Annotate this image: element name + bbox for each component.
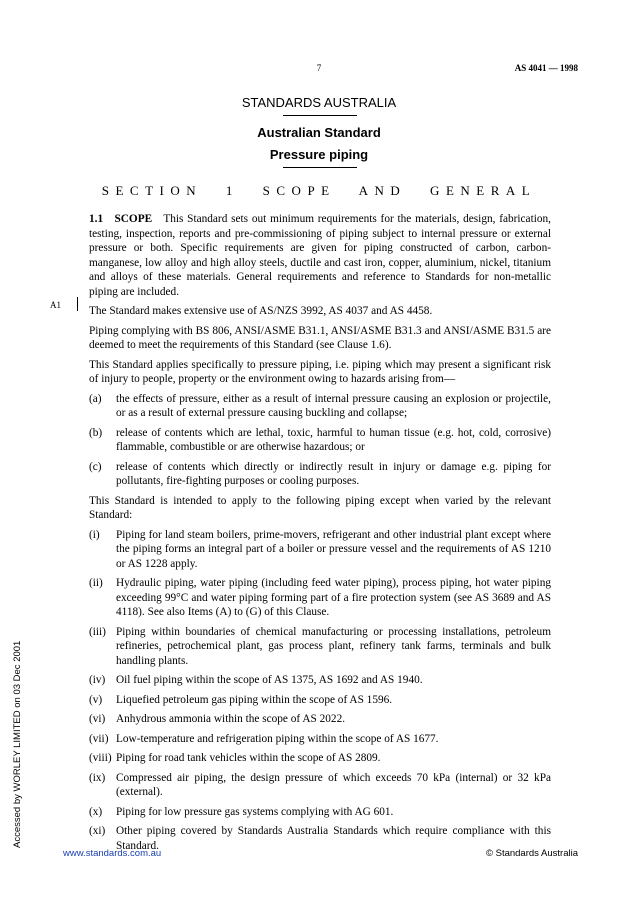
section-heading: SECTION 1 SCOPE AND GENERAL (101, 183, 537, 198)
standard-type: Australian Standard (257, 125, 381, 140)
list-item (89, 751, 551, 766)
list-text: the effects of pressure, either as a result of internal pressure causing an explosion or projectile, or as a result of external pressure causing buckling and collapse; (116, 392, 551, 419)
list-item (89, 460, 551, 489)
list-text: Anhydrous ammonia within the scope of AS 2022. (116, 713, 346, 725)
paragraph: The Standard makes extensive use of AS/NZS 3992, AS 4037 and AS 4458. (89, 305, 433, 317)
list-marker: (vii) (89, 732, 109, 745)
list-marker: (vi) (89, 713, 106, 725)
list-marker: (ix) (89, 771, 106, 784)
list-marker: (viii) (89, 752, 112, 764)
list-text: release of contents which are lethal, toxic, harmful to human tissue (e.g. hot, cold, corrosive) flammable, combustible or are otherwise hazardous; or (116, 426, 551, 453)
clause-text: This Standard sets out minimum requirements for the materials, design, fabrication, testing, inspection, reports and pre-commissioning of piping subject to internal pressure or external pressure or both. Specific requirements are given for piping constructed of carbon, carbon-manganese, low alloy and high alloy steels, ductile and cast iron, copper, aluminium, nickel, titanium and alloys of these materials. General requirements and reference to Standards for non-metallic piping are included. (89, 213, 551, 298)
list-item (89, 576, 551, 620)
piping-list (89, 528, 551, 854)
clause-number: 1.1 (89, 213, 104, 225)
list-text: Piping for road tank vehicles within the scope of AS 2809. (116, 752, 381, 764)
list-text: Other piping covered by Standards Australia Standards which require compliance with this Standard. (116, 825, 551, 852)
title-rule-bottom (283, 167, 357, 168)
standard-code: AS 4041 — 1998 (514, 63, 578, 73)
paragraph: Piping complying with BS 806, ANSI/ASME B31.1, ANSI/ASME B31.3 and ANSI/ASME B31.5 are deemed to meet the requirements of this Standard (see Clause 1.6). (89, 324, 551, 351)
clause-title: SCOPE (114, 213, 153, 225)
list-marker: (c) (89, 460, 102, 473)
list-item (89, 693, 551, 708)
list-marker: (ii) (89, 577, 103, 589)
list-marker: (xi) (89, 825, 106, 837)
list-marker: (x) (89, 805, 103, 818)
list-text: Piping within boundaries of chemical manufacturing or processing installations, petroleum refineries, petrochemical plant, gas process plant, refinery tank farms, terminals and bulk handling plants. (116, 625, 551, 667)
list-text: Piping for land steam boilers, prime-movers, refrigerant and other industrial plant except where the piping forms an integral part of a boiler or pressure vessel and the requirements of AS 1210 or AS 1228 apply. (116, 528, 551, 570)
list-text: Liquefied petroleum gas piping within the scope of AS 1596. (116, 693, 393, 706)
list-item (89, 712, 551, 727)
list-marker: (iv) (89, 674, 106, 686)
organization-name: STANDARDS AUSTRALIA (241, 95, 397, 110)
list-text: Compressed air piping, the design pressure of which exceeds 70 kPa (internal) or 32 kPa (external). (116, 771, 551, 798)
list-marker: (a) (89, 392, 102, 405)
paragraph: This Standard applies specifically to pressure piping, i.e. piping which may present a significant risk of injury to people, property or the environment owing to hazards arising from— (89, 358, 551, 385)
amendment-marker: A1 (50, 300, 61, 310)
list-text: Oil fuel piping within the scope of AS 1375, AS 1692 and AS 1940. (116, 674, 423, 686)
paragraph: This Standard is intended to apply to the following piping except when varied by the relevant Standard: (89, 494, 551, 521)
list-marker: (b) (89, 426, 103, 439)
hazard-list (89, 392, 551, 489)
list-item (89, 625, 551, 669)
list-item (89, 771, 551, 800)
list-marker: (v) (89, 693, 103, 706)
list-item (89, 673, 551, 688)
list-marker: (iii) (89, 625, 106, 638)
list-text: Low-temperature and refrigeration piping within the scope of AS 1677. (116, 732, 439, 745)
list-text: release of contents which directly or indirectly result in injury or damage e.g. piping for pollutants, fire-fighting purposes or cooling purposes. (116, 460, 551, 487)
list-text: Piping for low pressure gas systems complying with AG 601. (116, 805, 394, 818)
list-text: Hydraulic piping, water piping (including feed water piping), process piping, hot water piping exceeding 99°C and water piping forming part of a fire protection system (see AS 3689 and AS 4118). See also Items (A) to (G) of this Clause. (116, 577, 551, 618)
access-watermark: Accessed by WORLEY LIMITED on 03 Dec 2001 (12, 640, 23, 848)
list-item (89, 732, 551, 747)
amendment-bar (77, 297, 78, 311)
list-marker: (i) (89, 528, 100, 541)
standard-title: Pressure piping (269, 147, 369, 162)
clause-scope (89, 212, 551, 299)
list-item (89, 805, 551, 820)
website-link[interactable]: www.standards.com.au (63, 848, 162, 859)
list-item (89, 426, 551, 455)
list-item (89, 528, 551, 572)
page-number: 7 (316, 63, 322, 73)
main-content (89, 212, 551, 858)
copyright-notice: © Standards Australia (485, 848, 578, 859)
title-rule-top (283, 115, 357, 116)
list-item (89, 392, 551, 421)
